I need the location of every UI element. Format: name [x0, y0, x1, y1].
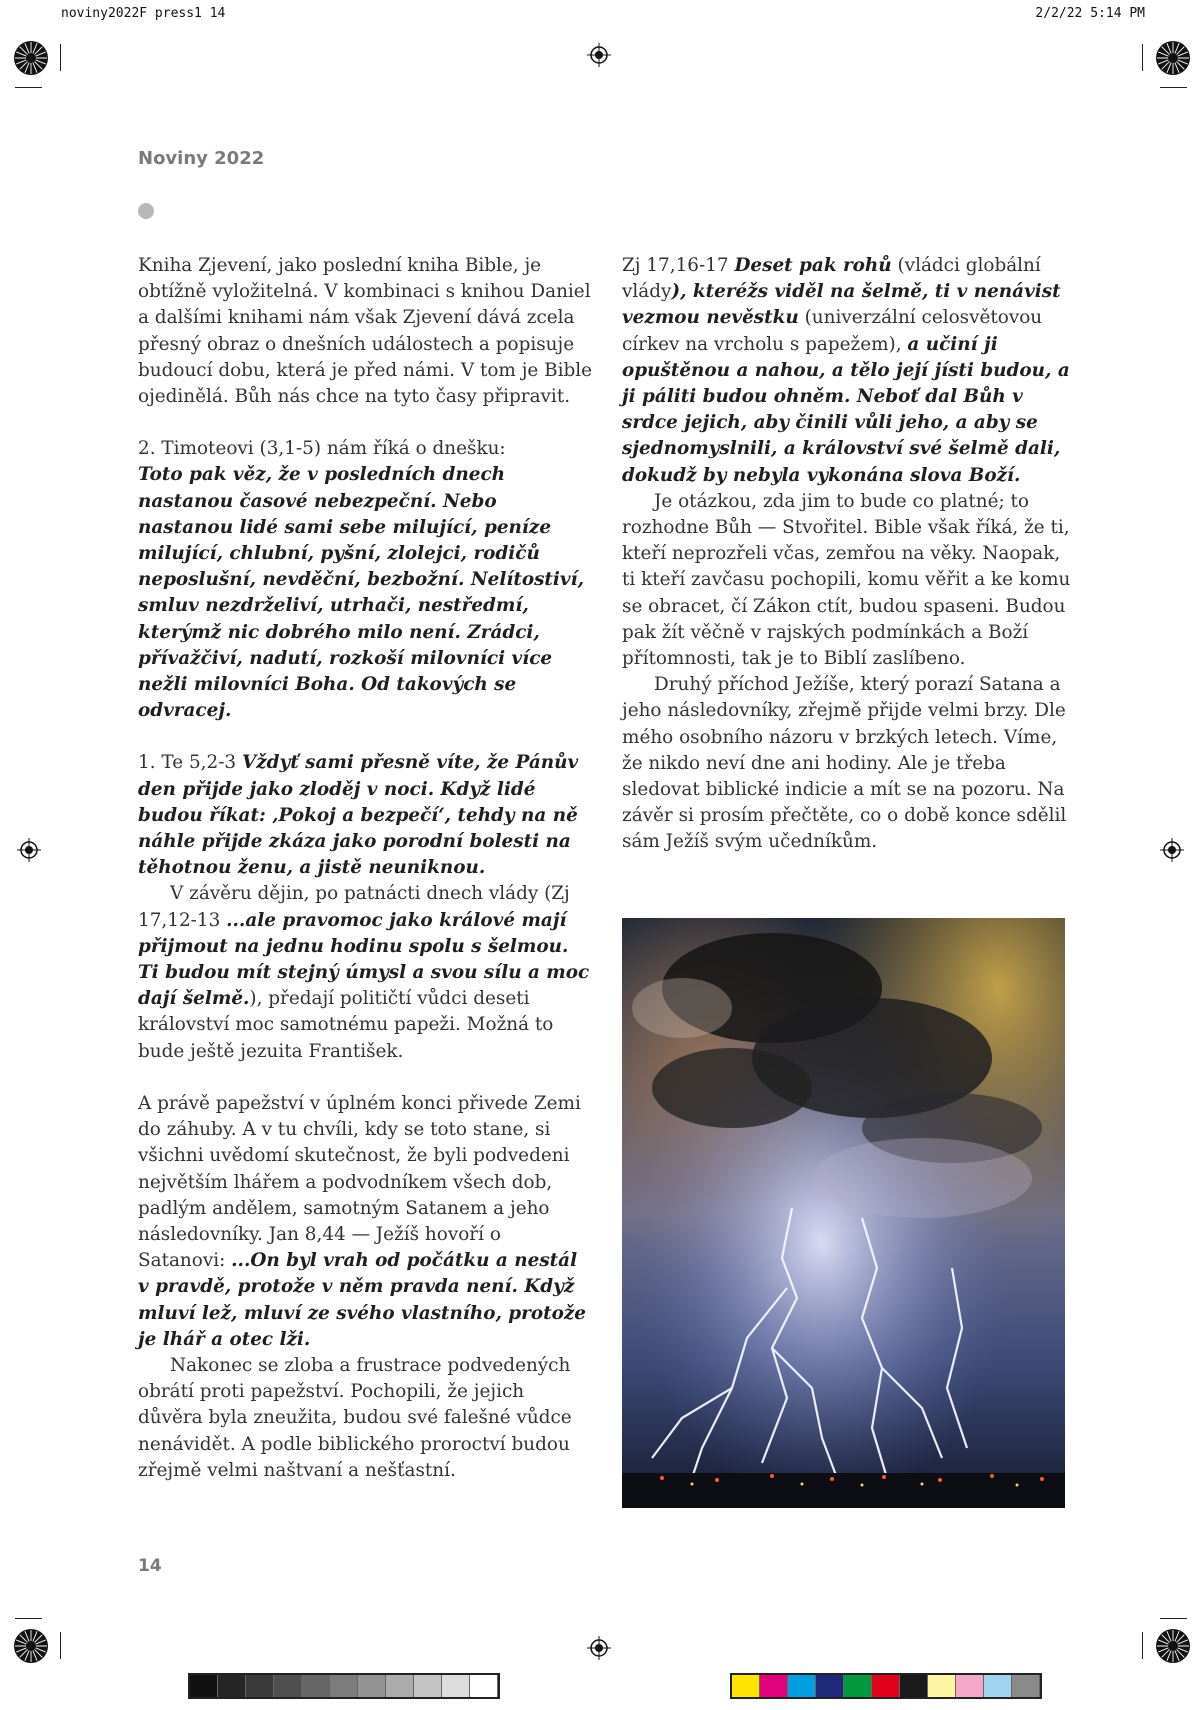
crop-mark — [15, 87, 42, 88]
registration-crosshair-icon — [1160, 838, 1184, 862]
paragraph — [138, 1091, 593, 1353]
section-bullet — [138, 203, 154, 219]
scripture-quote: Toto pak věz, že v posledních dnech nastanou časové nebezpeční. Nebo nastanou lidé sami sebe milující, peníze milující, chlubní, pyšní, zlolejci, rodičů neposlušní, nevděční, bezbožní. Nelítostiví, smluv nezdrželiví, utrhači, nestředmí, kterýmž nic dobrého milo není. Zrádci, přívažčiví, nadutí, rozkoší milovníci více nežli milovníci Boha. Od takových se odvracej. — [138, 464, 584, 722]
scripture-quote: ...ale pravomoc jako králové mají přijmout na jednu hodinu spolu s šelmou. Ti budou mít stejný úmysl a svou sílu a moc dají šelmě. — [138, 909, 590, 1010]
paragraph: Nakonec se zloba a frustrace podvedených obrátí proti papežství. Pochopili, že jejich důvěra byla zneužita, budou své falešné vůdce nenávidět. A podle biblického proroctví budou zřejmě velmi naštvaní a nešťastní. — [138, 1354, 572, 1481]
paragraph — [622, 253, 1072, 489]
text-run: A právě papežství v úplném konci přivede Zemi do záhuby. A v tu chvíli, kdy se toto stane, si všichni uvědomí skutečnost, že byli podvedeni největším lhářem a podvodníkem všech dob, padlým andělem, samotným Satanem a jeho následovníky. Jan 8,44 — Ježíš hovoří o Satanovi: — [138, 1092, 581, 1272]
color-swatch — [218, 1675, 246, 1697]
crop-mark — [1160, 87, 1187, 88]
color-swatch — [844, 1675, 872, 1697]
paragraph — [138, 436, 593, 724]
registration-starburst-icon — [1154, 39, 1192, 77]
scripture-quote: ...On byl vrah od počátku a nestál v pravdě, protože v něm pravda není. Když mluví lež, mluví ze svého vlastního, protože je lhář a otec lži. — [138, 1250, 587, 1350]
color-swatch — [442, 1675, 470, 1697]
color-swatch — [386, 1675, 414, 1697]
color-swatch — [760, 1675, 788, 1697]
paragraph: Druhý příchod Ježíše, který porazí Satana a jeho následovníky, zřejmě přijde velmi brzy. Dle mého osobního názoru v brzkých letech. Víme, že nikdo neví dne ani hodiny. Ale je třeba sledovat biblické indicie a mít se na pozoru. Na závěr si prosím přečtěte, co o době konce sdělil sám Ježíš svým učedníkům. — [622, 674, 1067, 853]
slug-timestamp: 2/2/22 5:14 PM — [1035, 6, 1145, 21]
color-swatch — [274, 1675, 302, 1697]
crop-mark — [60, 1632, 61, 1659]
crop-mark — [1160, 1618, 1187, 1619]
registration-starburst-icon — [1154, 1627, 1192, 1665]
lightning-storm-photo — [622, 918, 1065, 1508]
color-swatch — [872, 1675, 900, 1697]
paragraph — [138, 881, 593, 1064]
grayscale-control-bar — [188, 1673, 500, 1699]
color-swatch — [246, 1675, 274, 1697]
page-number: 14 — [138, 1556, 162, 1576]
color-control-bar — [730, 1673, 1042, 1699]
right-text-column — [622, 253, 1072, 856]
color-swatch — [900, 1675, 928, 1697]
left-text-column — [138, 253, 593, 1484]
color-swatch — [928, 1675, 956, 1697]
scripture-quote: Deset pak rohů — [734, 255, 892, 276]
paragraph: Je otázkou, zda jim to bude co platné; to rozhodne Bůh — Stvořitel. Bible však říká, že ti, kteří neprozřeli včas, zemřou na věky. Naopak, ti kteří zavčasu pochopili, komu věřit a ke komu se obracet, čí Zákon ctít, budou spaseni. Budou pak žít věčně v rajských podmínkách a Boží přítomnosti, tak je to Biblí zaslíbeno. — [622, 490, 1071, 670]
citation: 2. Timoteovi (3,1-5) nám říká o dnešku: — [138, 438, 506, 460]
scripture-quote: ), kteréžs viděl na šelmě, ti v nenávist vezmou nevěstku — [622, 281, 1061, 329]
citation: 1. Te 5,2-3 — [138, 752, 242, 774]
color-swatch — [470, 1675, 498, 1697]
color-swatch — [414, 1675, 442, 1697]
color-swatch — [732, 1675, 760, 1697]
color-swatch — [358, 1675, 386, 1697]
crop-mark — [1142, 44, 1143, 71]
slug-file-name: noviny2022F press1 14 — [61, 6, 226, 21]
crop-mark — [15, 1618, 42, 1619]
paragraph: Kniha Zjevení, jako poslední kniha Bible, je obtížně vyložitelná. V kombinaci s knihou Daniel a dalšími knihami nám však Zjevení dává zcela přesný obraz o dnešních událostech a popisuje budoucí dobu, která je před námi. V tom je Bible ojedinělá. Bůh nás chce na tyto časy připravit. — [138, 255, 593, 408]
color-swatch — [956, 1675, 984, 1697]
color-swatch — [330, 1675, 358, 1697]
crop-mark — [60, 44, 61, 71]
text-run: (vládci globální vlády — [622, 255, 1041, 303]
text-run: V závěru dějin, po patnácti dnech vlády (Zj 17,12-13 — [138, 883, 570, 931]
registration-crosshair-icon — [17, 838, 41, 862]
registration-starburst-icon — [12, 1627, 50, 1665]
color-swatch — [1012, 1675, 1040, 1697]
registration-starburst-icon — [12, 39, 50, 77]
text-run: Zj 17,16-17 — [622, 255, 735, 276]
text-run: (univerzální celosvětovou církev na vrcholu s papežem), — [622, 307, 1043, 355]
registration-crosshair-icon — [587, 1636, 611, 1660]
text-run: ), předají političtí vůdci deseti království moc samotnému papeži. Možná to bude ještě jezuita František. — [138, 988, 554, 1062]
color-swatch — [190, 1675, 218, 1697]
color-swatch — [816, 1675, 844, 1697]
paragraph — [138, 750, 593, 881]
color-swatch — [984, 1675, 1012, 1697]
scripture-quote: a učiní ji opuštěnou a nahou, a tělo její jísti budou, a ji páliti budou ohněm. Neboť dal Bůh v srdce jejich, aby činili vůli jeho, a aby se sjednomyslnili, a království své šelmě dali, dokudž by nebyla vykonána slova Boží. — [622, 333, 1070, 486]
crop-mark — [1142, 1632, 1143, 1659]
scripture-quote: Vždyť sami přesně víte, že Pánův den přijde jako zloděj v noci. Když lidé budou říkat: ‚Pokoj a bezpečí‘, tehdy na ně náhle přijde zkáza jako porodní bolesti na těhotnou ženu, a jistě neuniknou. — [138, 752, 579, 879]
registration-crosshair-icon — [587, 43, 611, 67]
color-swatch — [302, 1675, 330, 1697]
color-swatch — [788, 1675, 816, 1697]
running-head: Noviny 2022 — [138, 148, 265, 169]
